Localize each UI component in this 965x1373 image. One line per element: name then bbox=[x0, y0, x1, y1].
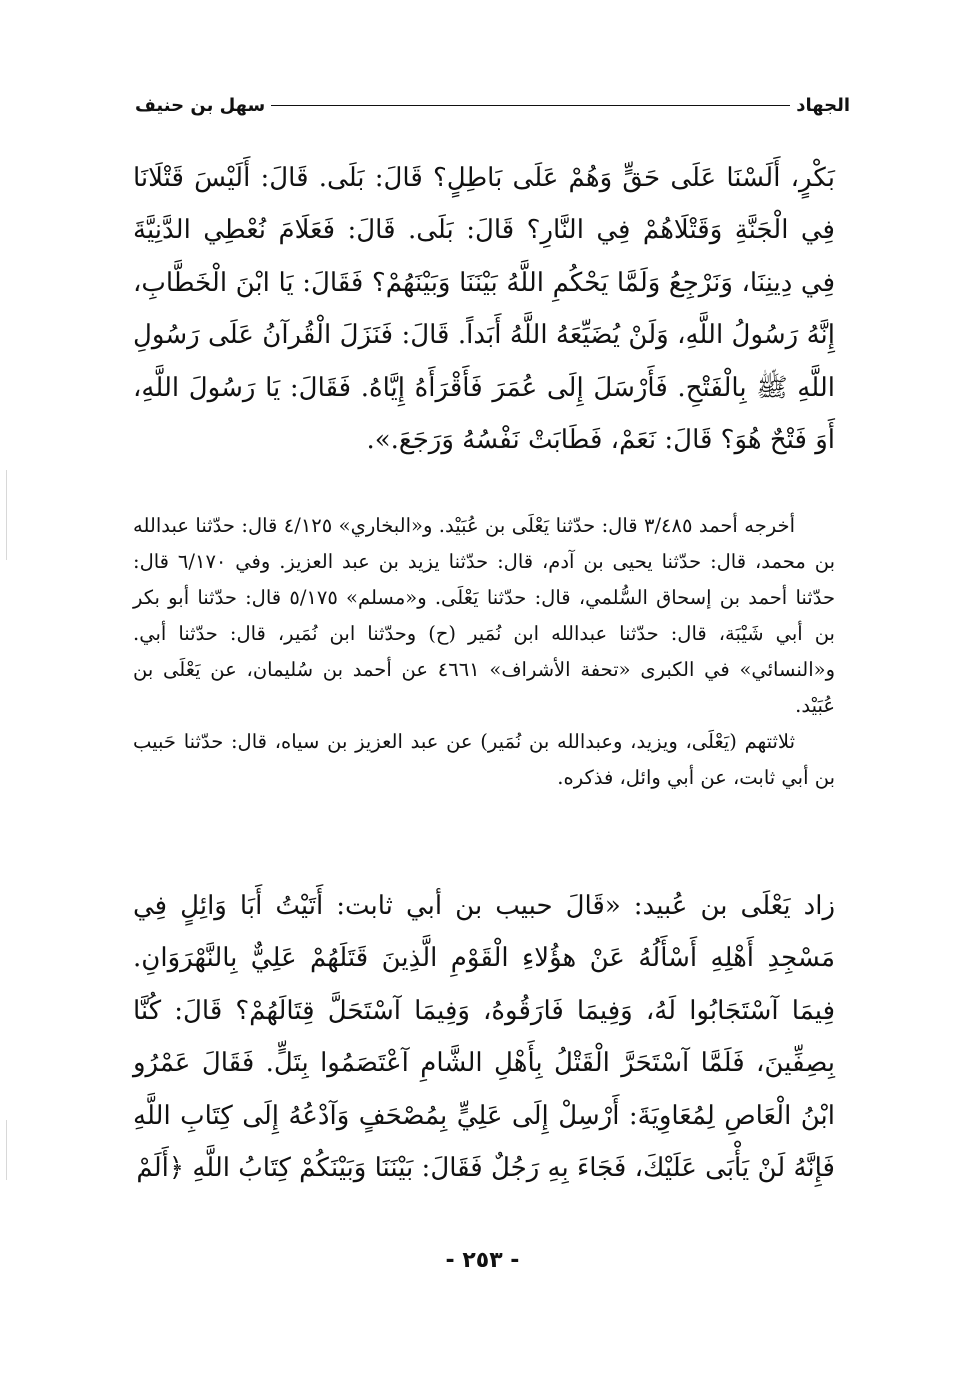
footnote-paragraph: ثلاثتهم (يَعْلَى، ويزيد، وعبدالله بن نُمَير) عن عبد العزيز بن سياه، قال: حدّثنا حَبيب بن أبي ثابت، عن أبي وائل، فذكره. bbox=[133, 730, 835, 789]
main-text-bottom bbox=[133, 880, 835, 1194]
page-number: - ٢٥٣ - bbox=[445, 1248, 520, 1273]
header-rule bbox=[271, 105, 790, 106]
header-person-name: سهل بن حنيف bbox=[135, 94, 266, 116]
footnote-paragraph: أخرجه أحمد ٣/٤٨٥ قال: حدّثنا يَعْلَى بن عُبَيْد. و«البخاري» ٤/١٢٥ قال: حدّثنا عبدالله بن محمد، قال: حدّثنا يحيى بن آدم، قال: حدّثنا يزيد بن عبد العزيز. وفي ٦/١٧٠ قال: حدّثنا أحمد بن إسحاق السُّلمي، قال: حدّثنا يَعْلَى. و«مسلم» ٥/١٧٥ قال: حدّثنا أبو بكر بن أبي شَيْبَة، قال: حدّثنا عبدالله ابن نُمَير (ح) وحدّثنا ابن نُمَير، قال: حدّثنا أبي. و«النسائي» في الكبرى «تحفة الأشراف» ٤٦٦١ عن أحمد بن سُليمان، عن يَعْلَى بن عُبَيْد. bbox=[133, 514, 835, 717]
main-paragraph: بَكْرٍ، أَلَسْنَا عَلَى حَقٍّ وَهُمْ عَلَى بَاطِلٍ؟ قَالَ: بَلَى. قَالَ: أَلَيْسَ قَتْلَانَا فِي الْجَنَّةِ وَقَتْلَاهُمْ فِي النَّارِ؟ قَالَ: بَلَى. قَالَ: فَعَلَامَ نُعْطِي الدَّنِيَّةَ فِي دِينِنَا، وَنَرْجِعُ وَلَمَّا يَحْكُمِ اللَّهُ بَيْنَنَا وَبَيْنَهُمْ؟ فَقَالَ: يَا ابْنَ الْخَطَّابِ، إِنَّهُ رَسُولُ اللَّهِ، وَلَنْ يُضَيِّعَهُ اللَّهُ أَبَداً. قَالَ: فَنَزَلَ الْقُرآنُ عَلَى رَسُولِ اللَّهِ ﷺ بِالْفَتْحِ. فَأَرْسَلَ إِلَى عُمَرَ فَأَقْرَأَهُ إِيَّاهُ. فَقَالَ: يَا رَسُولَ اللَّهِ، أَوَ فَتْحٌ هُوَ؟ قَالَ: نَعَمْ، فَطَابَتْ نَفْسُهُ وَرَجَعَ.». bbox=[133, 163, 836, 456]
running-header bbox=[135, 92, 850, 118]
main-paragraph: زاد يَعْلَى بن عُبيد: «قَالَ حبيب بن أبي ثابت: أَتَيْتُ أَبَا وَائِلٍ فِي مَسْجِدِ أَهْلِهِ أَسْأَلُهُ عَنْ هؤُلاءِ الْقَوْمِ الَّذِينَ قَتَلَهُمْ عَلِيٌّ بِالنَّهْرَوَانِ. فِيمَا آسْتَجَابُوا لَهُ، وَفِيمَا فَارَقُوهُ، وَفِيمَا آسْتَحَلَّ قِتَالَهُمْ؟ قَالَ: كُنَّا بِصِفِّينَ، فَلَمَّا آسْتَحَرَّ الْقَتْلُ بِأَهْلِ الشَّامِ آعْتَصَمُوا بِتَلٍّ. فَقَالَ عَمْرُو ابْنُ الْعَاصِ لِمُعَاوِيَةَ: أَرْسِلْ إِلَى عَلِيٍّ بِمُصْحَفٍ وَآدْعُهُ إِلَى كِتَابِ اللَّهِ فَإِنَّهُ لَنْ يَأْبَى عَلَيْكَ، فَجَاءَ بِهِ رَجُلٌ فَقَالَ: بَيْنَنَا وَبَيْنَكُمْ كِتَابُ اللَّهِ ﴿أَلَمْ bbox=[133, 891, 835, 1184]
main-text-top bbox=[133, 152, 835, 466]
scan-edge-mark bbox=[6, 1120, 7, 1180]
footnotes bbox=[133, 508, 835, 796]
scan-edge-mark bbox=[6, 470, 7, 560]
header-section-title: الجهاد bbox=[796, 94, 850, 116]
